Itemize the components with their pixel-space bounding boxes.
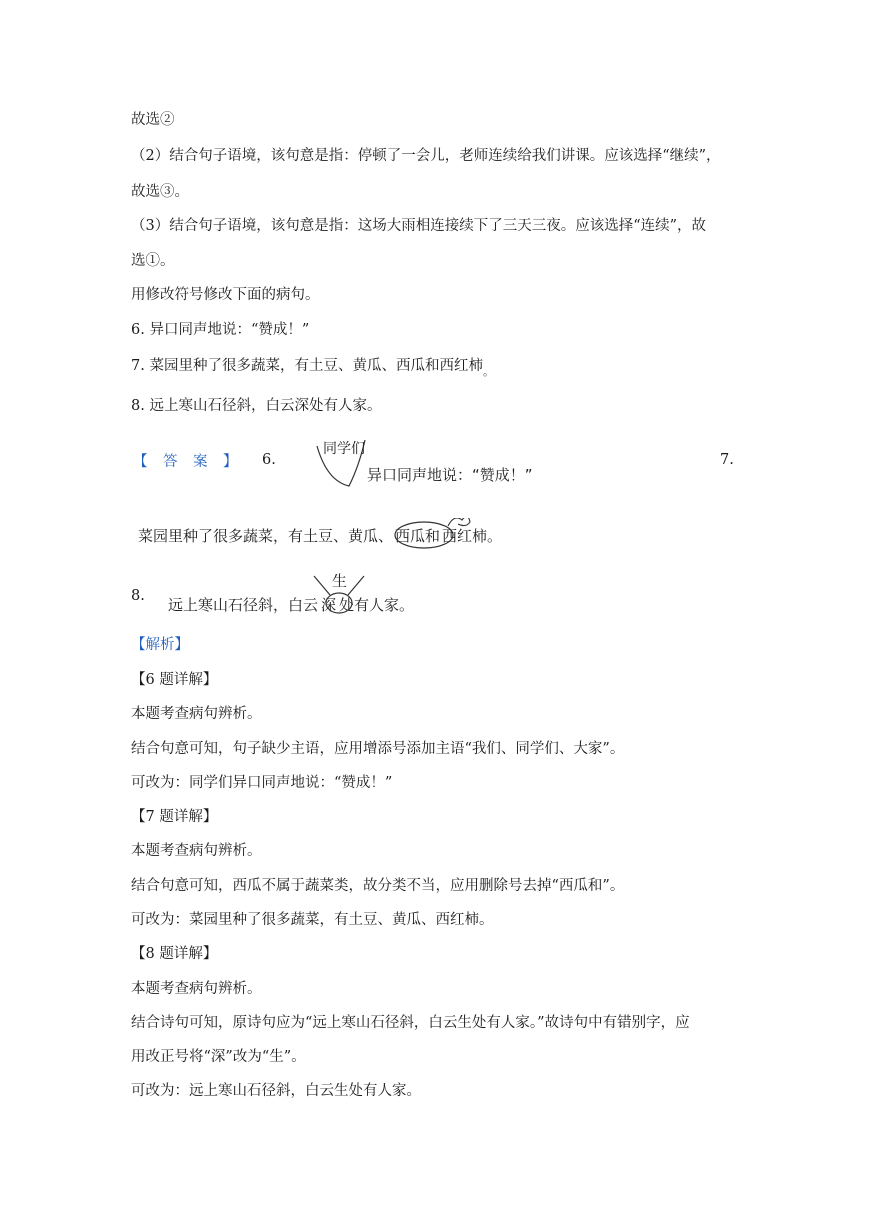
q6-detail-title: 【6 题详解】	[131, 672, 218, 688]
text-line: 结合句意可知，句子缺少主语，应用增添号添加主语“我们、同学们、大家”。	[131, 741, 625, 757]
analysis-title: 【解析】	[131, 637, 189, 653]
text-line: 可改为：同学们异口同声地说：“赞成！”	[131, 775, 393, 791]
text-line: 选①。	[131, 253, 175, 269]
answer-7-before: 菜园里种了很多蔬菜，有土豆、黄瓜、	[138, 527, 394, 545]
answer-8-wrong-char: 深	[321, 596, 337, 614]
q8-detail-title: 【8 题详解】	[131, 946, 218, 962]
question-7	[131, 356, 494, 382]
text-line: 故选③。	[131, 184, 189, 200]
instruction-line: 用修改符号修改下面的病句。	[131, 287, 320, 303]
text-line: 可改为：远上寒山石径斜，白云生处有人家。	[131, 1083, 421, 1099]
text-line: 本题考查病句辨析。	[131, 843, 262, 859]
text-line: 用改正号将“深”改为“生”。	[131, 1049, 306, 1065]
answer-8-before: 远上寒山石径斜，白云	[168, 596, 319, 614]
question-7-mark: 。	[482, 365, 494, 378]
answer-7-deleted: 西瓜和	[395, 527, 441, 545]
answer-number-6: 6.	[262, 452, 276, 468]
question-7-text: 7. 菜园里种了很多蔬菜，有土豆、黄瓜、西瓜和西红柿	[131, 358, 483, 374]
deletion-mark	[136, 518, 536, 552]
text-line: 本题考查病句辨析。	[131, 981, 262, 997]
text-line: （3）结合句子语境，该句意是指：这场大雨相连接续下了三天三夜。应该选择“连续”，故	[131, 218, 707, 234]
answer-number-7: 7.	[720, 452, 734, 468]
answer-8-after: 处有人家。	[339, 596, 415, 614]
answer-label	[133, 450, 238, 471]
text-line: 可改为：菜园里种了很多蔬菜，有土豆、黄瓜、西红柿。	[131, 912, 494, 928]
question-6: 6. 异口同声地说：“赞成！”	[131, 322, 310, 338]
text-line: 故选②	[131, 112, 175, 128]
question-8: 8. 远上寒山石径斜，白云深处有人家。	[131, 398, 382, 414]
q7-detail-title: 【7 题详解】	[131, 809, 218, 825]
answer-number-8: 8.	[131, 588, 145, 604]
answer-8-correct-char: 生	[332, 572, 348, 590]
inserted-word: 同学们	[323, 441, 365, 457]
answer-6-sentence: 异口同声地说：“赞成！”	[367, 466, 533, 484]
answer-8-figure	[168, 568, 468, 618]
correction-mark	[168, 568, 468, 618]
answer-label-text: 【 答 案 】	[133, 454, 238, 470]
text-line: 结合句意可知，西瓜不属于蔬菜类，故分类不当，应用删除号去掉“西瓜和”。	[131, 878, 625, 894]
text-line: （2）结合句子语境，该句意是指：停顿了一会儿，老师连续给我们讲课。应该选择“继续”，	[131, 148, 721, 164]
answer-7-figure	[136, 518, 536, 552]
answer-6-figure	[315, 436, 555, 496]
text-line: 本题考查病句辨析。	[131, 706, 262, 722]
text-line: 结合诗句可知，原诗句应为“远上寒山石径斜，白云生处有人家。”故诗句中有错别字，应	[131, 1015, 690, 1031]
answer-7-after: 西红柿。	[442, 527, 503, 545]
